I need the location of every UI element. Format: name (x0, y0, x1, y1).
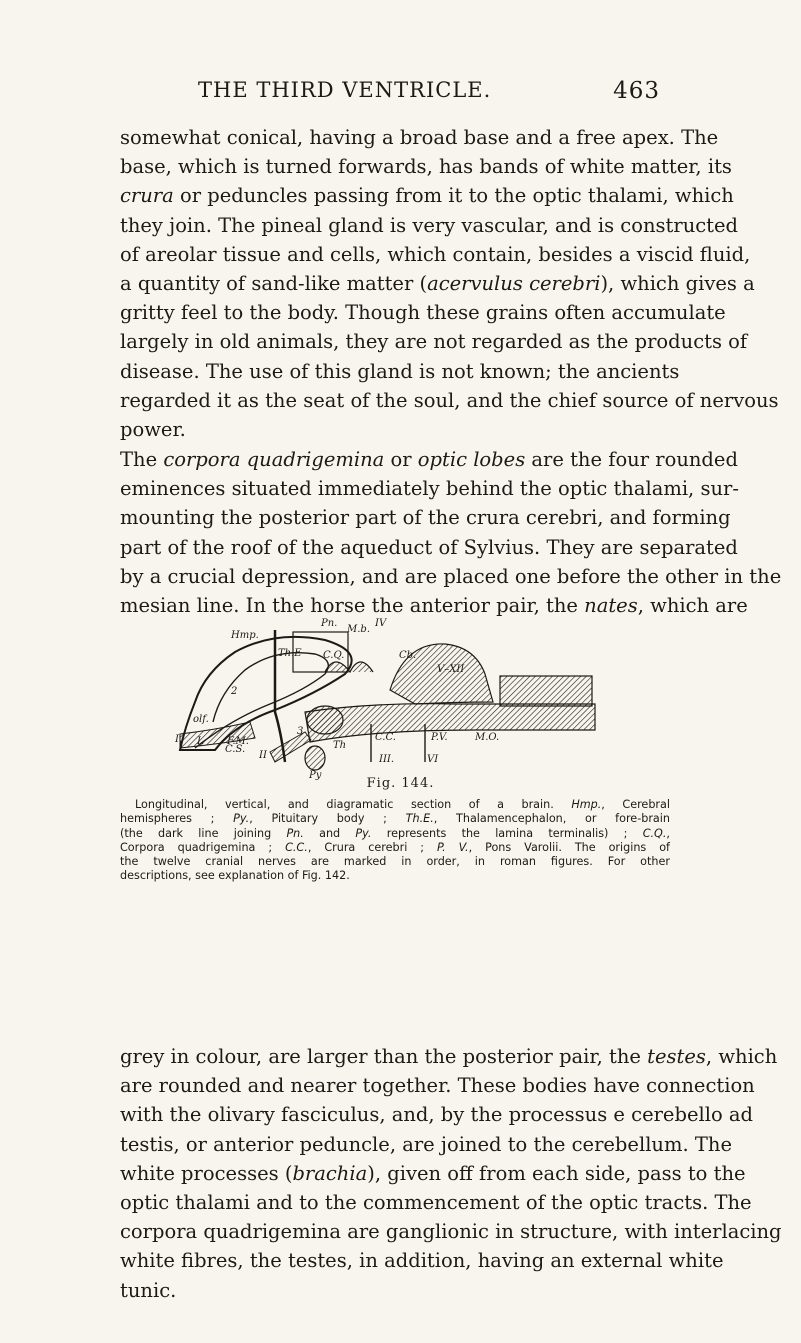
brain-section-figure (175, 612, 615, 780)
text-line (120, 327, 748, 356)
label-iv: IV (375, 618, 387, 629)
text-run: are rounded and nearer together. These bodies have connection (120, 1074, 755, 1098)
text-line (120, 869, 670, 883)
label-iii: III. (379, 754, 395, 765)
pituitary-body (305, 746, 325, 770)
text-run: base, which is turned forwards, has bands of white matter, its (120, 155, 732, 179)
text-run: white processes ( (120, 1161, 293, 1185)
text-line (120, 445, 738, 474)
page-number: 463 (613, 78, 660, 104)
text-run: , Pituitary body ; (249, 812, 406, 826)
text-run: corpora quadrigemina are ganglionic in structure, with interlacing (120, 1220, 782, 1244)
italic-term: C.Q. (642, 826, 667, 840)
text-run: The (120, 448, 164, 471)
text-run: power. (120, 418, 186, 442)
text-run: (the dark line joining (120, 826, 287, 840)
italic-term: nates (584, 594, 638, 618)
text-run: grey in colour, are larger than the posterior pair, the (120, 1045, 648, 1068)
text-run: the twelve cranial nerves are marked in order, in roman figures. For other (120, 855, 670, 869)
label-i: I. (175, 734, 183, 745)
text-line (120, 1130, 732, 1159)
label-mb: M.b. (347, 624, 370, 635)
italic-term: Hmp. (571, 798, 602, 811)
label-mo: M.O. (475, 732, 500, 743)
italic-term: Py. (233, 812, 250, 826)
text-run: , Thalamencephalon, or fore-brain (433, 812, 670, 826)
italic-term: Th.E. (405, 812, 434, 826)
text-line (120, 211, 739, 240)
label-hmp: Hmp. (231, 630, 259, 641)
text-run: , (666, 826, 670, 840)
figure-legend (120, 798, 670, 884)
text-line (120, 855, 670, 869)
label-ii: II (259, 750, 267, 761)
label-th: Th (333, 740, 347, 751)
label-vi: VI (427, 754, 439, 765)
text-run: are the four rounded (525, 448, 738, 471)
text-run: mesian line. In the horse the anterior pair, the (120, 594, 585, 618)
text-line (120, 1217, 782, 1246)
label-two: 2 (231, 686, 238, 697)
paragraph-testes (120, 1042, 782, 1305)
label-vxii: V–XII (437, 664, 465, 675)
text-run: , Cerebral (601, 798, 670, 811)
text-line (120, 827, 670, 841)
text-run: somewhat conical, having a broad base and a free apex. The (120, 126, 719, 149)
text-run: part of the roof of the aqueduct of Sylvius. They are separated (120, 535, 738, 559)
text-line (120, 298, 726, 327)
text-line (120, 503, 731, 532)
text-run: by a crucial depression, and are placed one before the other in the (120, 564, 782, 588)
italic-term: P. V. (436, 840, 469, 854)
text-run: eminences situated immediately behind the optic thalami, sur- (120, 477, 739, 501)
label-cc: C.C. (375, 732, 396, 743)
italic-term: C.C. (285, 840, 308, 854)
text-run: ), given off from each side, pass to the (367, 1161, 746, 1185)
text-run: and (303, 826, 356, 840)
label-i-second: I. (197, 736, 205, 747)
text-line (120, 1246, 724, 1275)
text-run: optic thalami and to the commencement of the optic tracts. The (120, 1191, 752, 1215)
text-run: disease. The use of this gland is not known; the ancients (120, 359, 680, 383)
figure-caption: Fig. 144. (366, 776, 435, 791)
text-run: of areolar tissue and cells, which contain, besides a viscid fluid, (120, 242, 751, 266)
label-cq: C.Q. (323, 650, 345, 661)
text-run: gritty feel to the body. Though these grains often accumulate (120, 301, 726, 325)
text-line (120, 386, 779, 415)
text-line (120, 1276, 670, 1305)
text-run: Longitudinal, vertical, and diagramatic section of a brain. (135, 798, 572, 811)
text-run: white fibres, the testes, in addition, having an external white (120, 1249, 724, 1273)
third-ventricle-bulb (307, 706, 343, 734)
paragraph-corpora-quadrigemina (120, 445, 782, 620)
text-line (120, 841, 670, 855)
italic-term: optic lobes (417, 448, 526, 471)
text-run: represents the lamina terminalis) ; (371, 826, 643, 840)
text-line (120, 357, 680, 386)
text-line (120, 1071, 755, 1100)
text-line (120, 1042, 778, 1071)
text-run: , Crura cerebri ; (307, 840, 437, 854)
italic-term: crura (120, 184, 174, 208)
label-the: Th.E (278, 648, 302, 659)
italic-term: acervulus cerebri (427, 272, 601, 296)
text-line (120, 562, 782, 591)
text-line (120, 181, 734, 210)
text-run: tunic. (120, 1278, 177, 1302)
text-run: or peduncles passing from it to the optic thalami, which (173, 184, 734, 208)
italic-term: corpora quadrigemina (163, 448, 385, 471)
italic-term: Pn. (286, 826, 304, 840)
italic-term: brachia (292, 1161, 368, 1185)
text-run: , which (705, 1045, 778, 1068)
running-header (120, 78, 660, 108)
text-run: ), which gives a (600, 272, 755, 296)
brain-stem (305, 704, 595, 742)
label-three: 3 (297, 726, 304, 737)
medulla-box (500, 676, 592, 706)
text-run: with the olivary fasciculus, and, by the processus e cerebello ad (120, 1103, 754, 1127)
text-line (120, 1188, 752, 1217)
label-pn: Pn. (321, 618, 338, 629)
text-line (120, 798, 670, 812)
label-cs: C.S. (225, 744, 246, 755)
text-run: , Pons Varolii. The origins of (468, 840, 670, 854)
text-run: Corpora quadrigemina ; (120, 840, 286, 854)
text-run: or (384, 448, 418, 471)
label-py: Py (309, 770, 322, 780)
text-line (120, 812, 670, 826)
text-run: they join. The pineal gland is very vascular, and is constructed (120, 213, 739, 237)
label-fm: F.M. (227, 736, 249, 747)
text-run: descriptions, see explanation of Fig. 142. (120, 869, 350, 883)
italic-term: testes (647, 1045, 706, 1068)
text-line (120, 474, 739, 503)
paragraph-pineal-gland (120, 123, 779, 444)
text-line (120, 1100, 754, 1129)
text-line (120, 152, 732, 181)
label-olf: olf. (193, 714, 209, 725)
label-cb: Cb. (399, 650, 417, 661)
italic-term: Py. (355, 826, 372, 840)
text-run: largely in old animals, they are not regarded as the products of (120, 330, 748, 354)
text-run: a quantity of sand-like matter ( (120, 272, 428, 296)
text-run: mounting the posterior part of the crura cerebri, and forming (120, 506, 731, 530)
text-run: regarded it as the seat of the soul, and the chief source of nervous (120, 388, 779, 412)
text-line (120, 269, 755, 298)
text-run: hemispheres ; (120, 812, 234, 826)
running-title: THE THIRD VENTRICLE. (198, 78, 492, 102)
text-line (120, 533, 738, 562)
text-line (120, 240, 751, 269)
text-run: testis, or anterior peduncle, are joined to the cerebellum. The (120, 1132, 732, 1156)
text-line (120, 123, 719, 152)
text-line (120, 415, 670, 444)
text-run: , which are (637, 594, 748, 618)
label-pv: P.V. (431, 732, 448, 743)
text-line (120, 1159, 746, 1188)
